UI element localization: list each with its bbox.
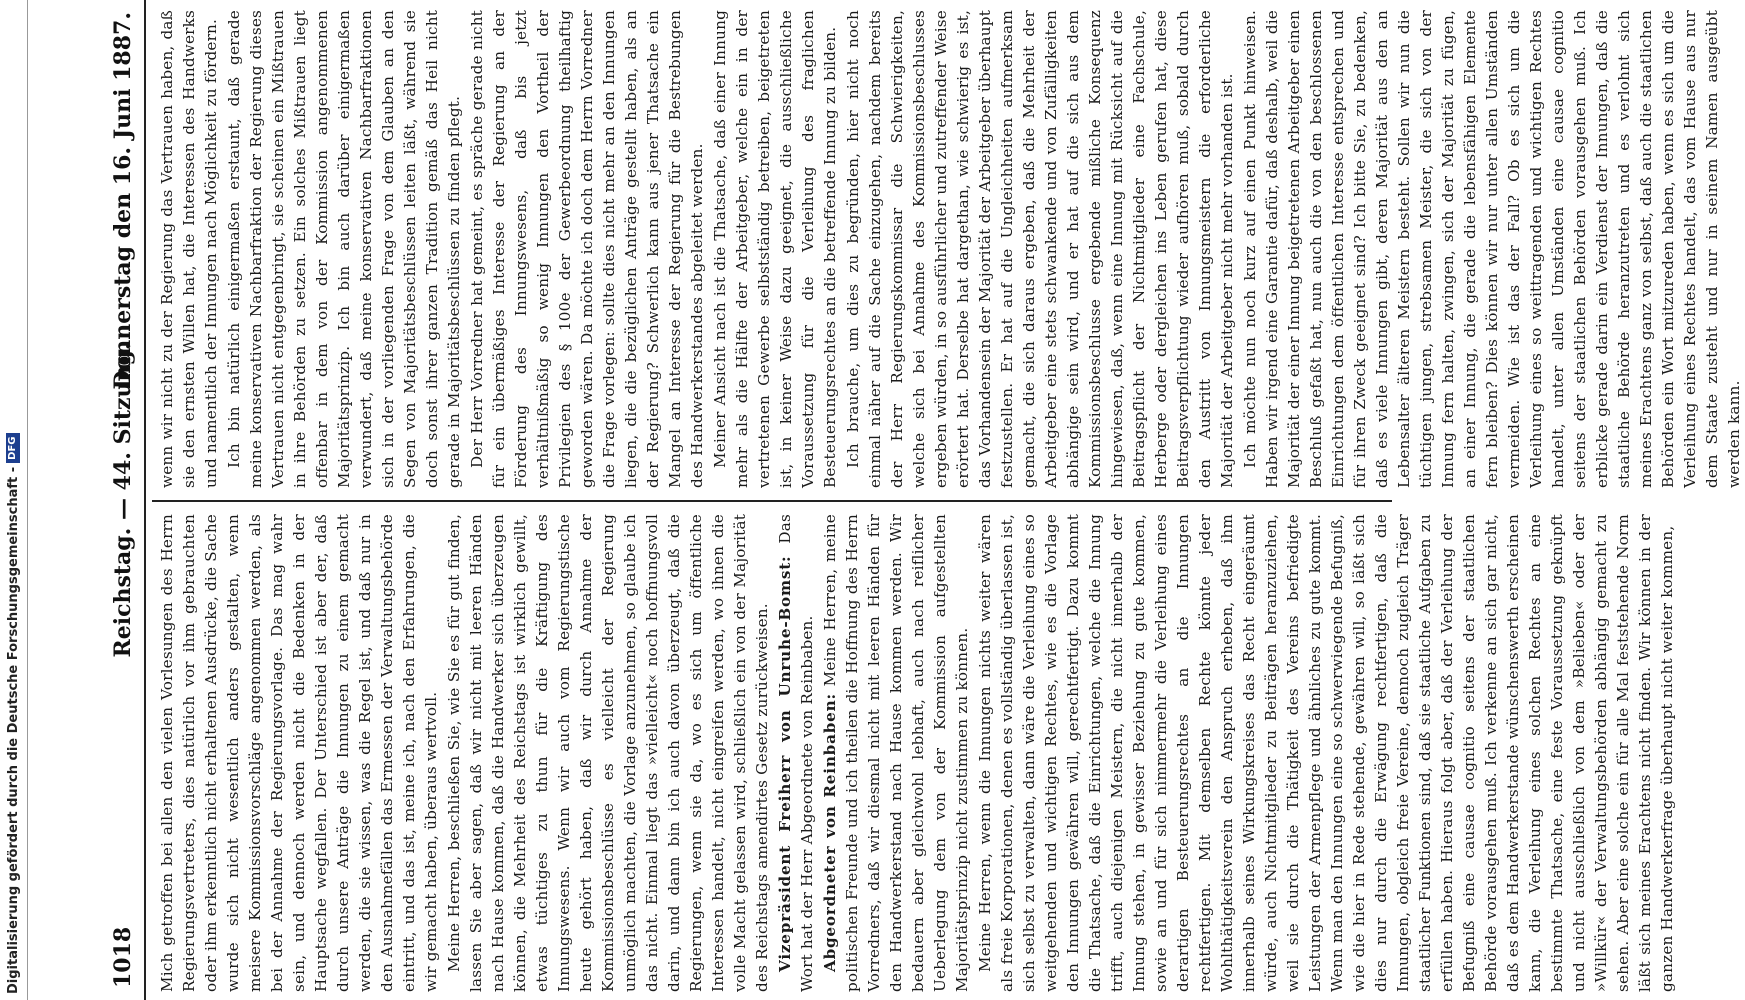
header-rule (144, 0, 146, 1000)
digitization-credit (0, 0, 26, 1000)
newspaper-page (100, 0, 1743, 1000)
text-column-left (156, 514, 1676, 992)
paragraph: Meine Herren, meine politischen Freunde und ich theilen die Hoffnung des Herrn Vorredners, daß wir diesmal nicht mit leeren Händen für den Handwerkerstand nach Hause kommen werden. Wir bedauern aber gleichwohl lebhaft, auch nach reiflicher Ueberlegung dem von der Kommission aufgestellten Majoritätsprinzip nicht zustimmen zu können. (821, 514, 971, 992)
publication-title: Reichstag. — 44. Sitzung. (110, 342, 136, 658)
credit-text: Digitalisierung gefördert durch die Deutsche Forschungsgemeinschaft - (5, 466, 21, 994)
paragraph: Meine Herren, wenn die Innungen nichts weiter wären als freie Korporationen, denen es vollständig überlassen ist, sich selbst zu verwalten, dann wäre die Verleihung eines so weitgehenden und wichtigen Rechtes, wie es die Vorlage den Innungen gewähren will, gerechtfertigt. Dazu kommt die Thatsache, daß die Einrichtungen, welche die Innung trifft, auch diejenigen Meistern, die nicht innerhalb der Innung stehen, in gewisser Beziehung zu gute kommen, sowie an und für sich nimmermehr die Verleihung eines derartigen Besteuerungsrechtes an die Innungen rechtfertigen. Mit demselben Rechte könnte jeder Wohlthätigkeitsverein den Anspruch erheben, daß ihm innerhalb seines Wirkungskreises das Recht eingeräumt würde, auch Nichtmitglieder zu Beiträgen heranzuziehen, weil sie durch die Thätigkeit des Vereins befriedigte Leistungen der Armenpflege und ähnliches zu gute kommt. Wenn man den Innungen eine so schwerwiegende Befugniß, wie die hier in Rede stehende, gewähren will, so läßt sich dies nur durch die Erwägung rechtfertigen, daß die Innungen, obgleich freie Vereine, dennoch zugleich Träger staatlicher Funktionen sind, daß sie staatliche Aufgaben zu erfüllen haben. Hieraus folgt aber, daß der Verleihung der Befugniß eine causae cognitio seitens der staatlichen Behörde vorausgehen muß. Ich verkenne an sich gar nicht, daß es dem Handwerkerstande wünschenswerth erscheinen kann, die Verleihung eines solchen Rechtes an eine bestimmte Thatsache, eine feste Voraussetzung geknüpft und nicht ausschließlich von dem »Belieben« oder der »Willkür« der Verwaltungsbehörden abhängig gemacht zu sehen. Aber eine solche ein für alle Mal feststehende Norm läßt sich meines Erachtens nicht finden. Wir können in der ganzen Handwerkerfrage überhaupt nicht weiter kommen, (976, 514, 1676, 992)
session-date: Donnerstag den 16. Juni 1887. (110, 12, 136, 390)
running-head (100, 0, 142, 1000)
dfg-logo: DFG (6, 434, 20, 463)
paragraph: Meiner Ansicht nach ist die Thatsache, daß einer Innung mehr als die Hälfte der Arbeitgeber, welche ein in der vertretenen Gewerbe selbstständig betreiben, beigetreten ist, in keiner Weise dazu geeignet, die ausschließliche Voraussetzung für die Verleihung des fraglichen Besteuerungsrechtes an die betreffende Innung zu bilden. (711, 10, 839, 488)
paragraph: Mich getroffen bei allen den vielen Vorlesungen des Herrn Regierungsvertreters, dies natürlich vor ihm gebrauchten oder ihm erkenntlich nicht erhaltenen Ausdrücke, die Sache wurde sich nicht wesentlich anders gestalten, wenn meisere Kommissionsvorschläge angenommen werden, als bei der Annahme der Regierungsvorlage. Das mag wahr sein, und dennoch werden nicht die Bedenken in der Hauptsache wegfallen. Der Unterschied ist aber der, daß durch unsere Anträge die Innungen zu einem gemacht werden, die sie wissen, was die Regel ist, und daß nur in den Ausnahmefällen das Ermessen der Verwaltungsbehörde eintritt, und das ist, meine ich, nach den Erfahrungen, die wir gemacht haben, überaus wertvoll. (158, 514, 440, 992)
margin-rule (27, 0, 28, 1000)
column-divider (152, 500, 1392, 502)
page-number: 1018 (110, 926, 136, 988)
speaker-name: Abgeordneter von Reinbaben: (821, 693, 839, 972)
paragraph: Ich möchte nun noch kurz auf einen Punkt hinweisen. Haben wir irgend eine Garantie dafür, daß deshalb, weil die Majorität der einer Innung beigetretenen Arbeitgeber einen Beschluß gefaßt hat, nun auch die von den beschlossenen Einrichtungen dem öffentlichen Interesse entsprechen und für ihren Zweck geeignet sind? Ich bitte Sie, zu bedenken, daß es viele Innungen gibt, deren Majorität aus den an Lebensalter älteren Meistern besteht. Sollen wir nun die tüchtigen jungen, strebsamen Meister, die sich von der Innung fern halten, zwingen, sich der Majorität zu fügen, an einer Innung, die gerade die lebensfähigen Elemente fern bleiben? Dies können wir nur unter allen Umständen vermeiden. Wie ist das der Fall? Ob es sich um die Verleihung eines so weittragenden und wichtigen Rechtes handelt, unter allen Umständen eine causae cognitio seitens der staatlichen Behörden vorausgehen muß. Ich erblicke gerade darin ein Verdienst der Innungen, daß die staatliche Behörde heranzutreten und es verlohnt sich meines Erachtens ganz von selbst, daß auch die staatlichen Behörden ein Wort mitzureden haben, wenn es sich um die Verleihung eines Rechtes handelt, das vom Hause aus nur dem Staate zusteht und nur in seinem Namen ausgeübt werden kann. (1241, 10, 1743, 488)
paragraph: Ich bin natürlich einigermaßen erstaunt, daß gerade meine konservativen Nachbarfraktion der Regierung dieses Vertrauen nicht entgegenbringt, sie scheinen ein Mißtrauen in ihre Behörden zu setzen. Ein solches Mißtrauen liegt offenbar in dem von der Kommission angenommenen Majoritätsprinzip. Ich bin auch darüber einigermaßen verwundert, daß meine konservativen Nachbarfraktionen sich in der vorliegenden Frage von dem Glauben an den Segen von Majoritätsbeschlüssen leiten läßt, während sie doch sonst ihrer ganzen Tradition gemäß das Heil nicht gerade in Majoritätsbeschlüssen zu finden pflegt. (225, 10, 463, 488)
paragraph: Ich brauche, um dies zu begründen, hier nicht noch einmal näher auf die Sache einzugehen, nachdem bereits der Herr Regierungskommissar die Schwierigkeiten, welche sich bei Annahme des Kommissionsbeschlusses ergeben würden, in so ausführlicher und zutreffender Weise erörtert hat. Derselbe hat dargethan, wie schwierig es ist, das Vorhandensein der Majorität der Arbeitgeber überhaupt festzustellen. Er hat auf die Ungleichheiten aufmerksam gemacht, die sich daraus ergeben, daß die Mehrheit der Arbeitgeber eine stets schwankende und von Zufälligkeiten abhängige sein wird, und er hat auf die sich aus dem Kommissionsbeschlusse ergebende mißliche Konsequenz hingewiesen, daß, wenn eine Innung mit Rücksicht auf die Beitragspflicht der Nichtmitglieder eine Fachschule, Herberge oder dergleichen ins Leben gerufen hat, diese Beitragsverpflichtung wieder aufhören muß, sobald durch den Austritt von Innungsmeistern die erforderliche Majorität der Arbeitgeber nicht mehr vorhanden ist. (844, 10, 1236, 488)
paragraph: Der Herr Vorredner hat gemeint, es spräche gerade nicht für ein übermäßiges Interesse der Regierung an der Förderung des Innungswesens, daß bis jetzt verhältnißmäßig so wenig Innungen den Vortheil der Privilegien des § 100e der Gewerbeordnung theilhaftig geworden wären. Da möchte ich doch dem Herrn Vorredner die Frage vorlegen: sollte dies nicht mehr an den Innungen liegen, die die bezüglichen Anträge gestellt haben, als an der Regierung? Schwerlich kann aus jener Thatsache ein Mangel an Interesse der Regierung für die Bestrebungen des Handwerkerstandes abgeleitet werden. (468, 10, 706, 488)
paragraph: wenn wir nicht zu der Regierung das Vertrauen haben, daß sie den ernsten Willen hat, die Interessen des Handwerks und namentlich der Innungen nach Möglichkeit zu fördern. (158, 10, 220, 488)
paragraph: Meine Herren, beschließen Sie, wie Sie es für gut finden, lassen Sie aber sagen, daß wir nicht mit leeren Händen nach Hause kommen, daß die Handwerker sich überzeugen können, die Mehrheit des Reichstags ist wirklich gewillt, etwas tüchtiges zu thun für die Kräftigung des Innungswesens. Wenn wir auch vom Regierungstische heute gehört haben, daß wir durch Annahme der Kommissionsbeschlüsse es vielleicht der Regierung unmöglich machten, die Vorlage anzunehmen, so glaube ich das nicht. Einmal liegt das »vielleicht« noch hoffnungsvoll darin, und dann bin ich auch davon überzeugt, daß die Regierungen, wenn sie da, wo es sich um öffentliche Interessen handelt, nicht eingreifen werden, wo ihnen die volle Macht gelassen wird, schließlich ein von der Majorität des Reichstags amendirtes Gesetz zurückweisen. (445, 514, 771, 992)
speaker-name: Vizepräsident Freiherr von Unruhe-Bomst: (776, 555, 794, 972)
paragraph: Das Wort hat der Herr Abgeordnete von Reinbaben. (776, 514, 816, 992)
text-column-right (156, 10, 1743, 488)
